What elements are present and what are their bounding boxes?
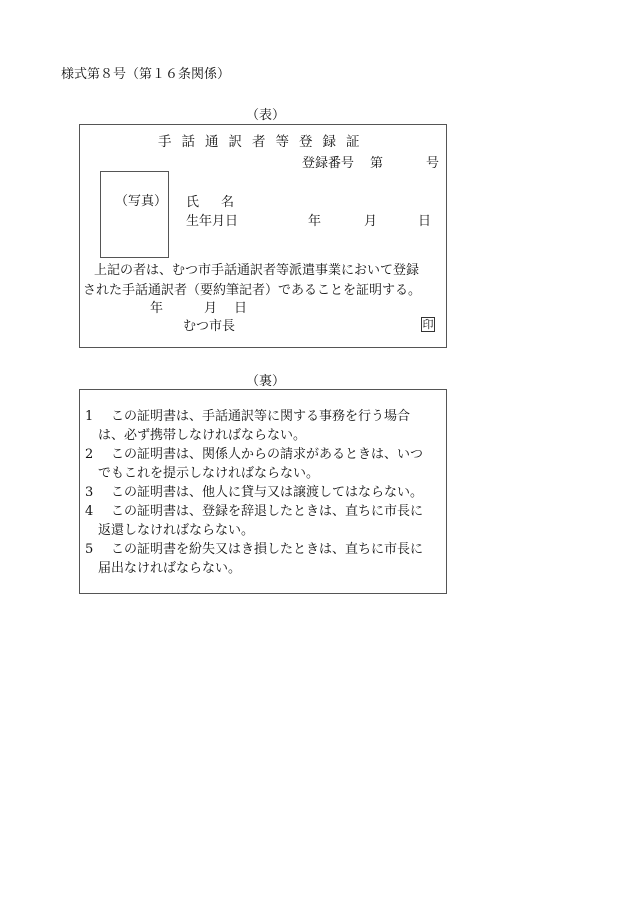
front-card	[79, 124, 447, 348]
certification-text-line-1: 上記の者は、むつ市手話通訳者等派遣事業において登録	[94, 263, 420, 278]
dob-month-label: 月	[364, 214, 378, 229]
front-section-label: （表）	[246, 108, 286, 123]
date-of-birth-label: 生年月日	[186, 214, 239, 229]
note-number: 3	[85, 485, 94, 500]
note-text-line-1: この証明書は、登録を辞退したときは、直ちに市長に	[111, 504, 424, 519]
certification-text-line-2: された手話通訳者（要約筆記者）であることを証明する。	[83, 283, 422, 298]
note-text-line-1: この証明書は、手話通訳等に関する事務を行う場合	[111, 409, 411, 424]
card-title: 手話通訳者等登録証	[158, 134, 370, 150]
photo-label: （写真）	[115, 194, 168, 209]
registration-number-label: 登録番号	[302, 156, 355, 171]
dob-year-label: 年	[308, 214, 322, 229]
registration-number-suffix: 号	[426, 156, 440, 171]
note-text-line-2: は、必ず携帯しなければならない。	[98, 428, 307, 443]
form-number: 様式第８号（第１６条関係）	[61, 67, 231, 82]
registration-number-prefix: 第	[370, 156, 384, 171]
seal-stamp: 印	[422, 318, 434, 331]
note-text-line-2: 届出なければならない。	[98, 561, 242, 576]
back-section-label: （裏）	[246, 374, 286, 389]
note-text-line-2: でもこれを提示しなければならない。	[98, 466, 320, 481]
back-card	[79, 389, 447, 594]
issue-year-label: 年	[150, 301, 164, 316]
note-number: 4	[85, 504, 94, 519]
dob-day-label: 日	[418, 214, 432, 229]
photo-box	[100, 171, 169, 258]
issue-day-label: 日	[234, 301, 248, 316]
name-label: 氏名	[186, 195, 257, 210]
issue-month-label: 月	[204, 301, 218, 316]
note-number: 1	[85, 409, 94, 424]
note-number: 5	[85, 542, 94, 557]
note-text-line-2: 返還しなければならない。	[98, 523, 255, 538]
note-number: 2	[85, 447, 94, 462]
note-text-line-1: この証明書は、関係人からの請求があるときは、いつ	[111, 447, 424, 462]
note-text-line-1: この証明書を紛失又はき損したときは、直ちに市長に	[111, 542, 424, 557]
mayor-label: むつ市長	[183, 319, 236, 334]
note-text-line-1: この証明書は、他人に貸与又は譲渡してはならない。	[111, 485, 424, 500]
